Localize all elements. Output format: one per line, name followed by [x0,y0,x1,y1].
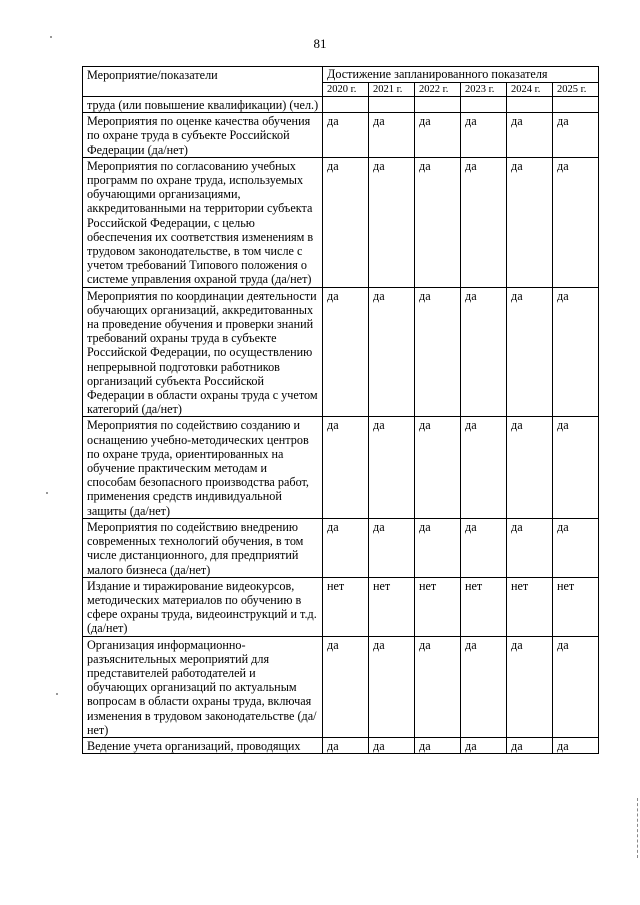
value-cell: да [507,737,553,753]
value-cell: да [369,113,415,158]
value-cell: нет [553,577,599,636]
activity-cell: Мероприятия по оценке качества обучения по охране труда в субъекте Российской Федерации (да/нет) [83,113,323,158]
table-row [83,518,599,577]
activity-cell: Мероприятия по согласованию учебных программ по охране труда, используемых обучающими организациями, аккредитованными на территории субъекта Российской Федерации, с целью обеспечения их соответствия изменениям в трудовом законодательстве, в том числе с учетом требований Типового положения о системе управления охраной труда (да/нет) [83,157,323,287]
value-cell: да [507,636,553,737]
value-cell: да [323,636,369,737]
scan-dot [56,693,58,695]
scan-edge-mark [636,798,638,858]
year-header: 2020 г. [323,83,369,97]
value-cell: да [553,157,599,287]
value-cell [369,97,415,113]
value-cell: да [369,157,415,287]
value-cell: да [461,518,507,577]
value-cell: да [369,518,415,577]
value-cell: да [415,518,461,577]
value-cell: да [323,287,369,417]
value-cell: да [323,113,369,158]
value-cell: нет [323,577,369,636]
value-cell: да [415,287,461,417]
activity-cell: Ведение учета организаций, проводящих [83,737,323,753]
activity-cell: Организация информационно-разъяснительных мероприятий для представителей работодателей и обучающих организаций по актуальным вопросам в области охраны труда, включая изменения в трудовом законодательстве (да/нет) [83,636,323,737]
value-cell: да [507,287,553,417]
header-achievement: Достижение запланированного показателя [323,67,599,83]
table-body [83,97,599,754]
page-number: 81 [313,36,327,51]
scan-dot [46,492,48,494]
value-cell: да [553,636,599,737]
value-cell: да [461,417,507,518]
indicators-table [82,66,599,754]
table-row [83,417,599,518]
value-cell: да [461,737,507,753]
value-cell: да [507,518,553,577]
table-row [83,113,599,158]
value-cell: да [323,518,369,577]
value-cell: да [323,417,369,518]
value-cell: да [415,417,461,518]
value-cell [323,97,369,113]
value-cell: да [369,287,415,417]
activity-cell: Мероприятия по содействию внедрению современных технологий обучения, в том числе дистанционного, для предприятий малого бизнеса (да/нет) [83,518,323,577]
value-cell: да [553,287,599,417]
year-header: 2024 г. [507,83,553,97]
table-row [83,636,599,737]
value-cell: да [415,157,461,287]
value-cell: да [553,737,599,753]
activity-cell: Издание и тиражирование видеокурсов, методических материалов по обучению в сфере охраны труда, видеоинструкций и т.д. (да/нет) [83,577,323,636]
value-cell: нет [369,577,415,636]
value-cell: да [415,636,461,737]
value-cell [507,97,553,113]
year-header: 2022 г. [415,83,461,97]
value-cell: да [369,636,415,737]
value-cell: да [323,737,369,753]
activity-cell: Мероприятия по координации деятельности обучающих организаций, аккредитованных на проведение обучения и проверки знаний требований охраны труда в субъекте Российской Федерации, по осуществлению непрерывной подготовки работников организаций субъекта Российской Федерации в области охраны труда с учетом категорий (да/нет) [83,287,323,417]
scan-dot [50,36,52,38]
value-cell: да [323,157,369,287]
table-row [83,577,599,636]
table-row [83,287,599,417]
value-cell: да [507,113,553,158]
activity-cell: труда (или повышение квалификации) (чел.) [83,97,323,113]
value-cell: нет [415,577,461,636]
value-cell [461,97,507,113]
value-cell: да [415,113,461,158]
value-cell [415,97,461,113]
year-header: 2023 г. [461,83,507,97]
year-header: 2021 г. [369,83,415,97]
value-cell: да [461,287,507,417]
table-row [83,157,599,287]
header-activity: Мероприятие/показатели [83,67,323,97]
value-cell: да [369,417,415,518]
value-cell: да [461,157,507,287]
value-cell: да [461,636,507,737]
table-row [83,97,599,113]
value-cell: да [553,113,599,158]
year-header: 2025 г. [553,83,599,97]
value-cell: да [369,737,415,753]
table-row [83,737,599,753]
value-cell: да [461,113,507,158]
activity-cell: Мероприятия по содействию созданию и оснащению учебно-методических центров по охране труда, ориентированных на обучение практическим методам и способам безопасного производства работ, применения средств индивидуальной защиты (да/нет) [83,417,323,518]
value-cell: да [507,417,553,518]
value-cell: да [507,157,553,287]
value-cell [553,97,599,113]
value-cell: да [553,518,599,577]
value-cell: да [415,737,461,753]
value-cell: нет [461,577,507,636]
value-cell: нет [507,577,553,636]
value-cell: да [553,417,599,518]
